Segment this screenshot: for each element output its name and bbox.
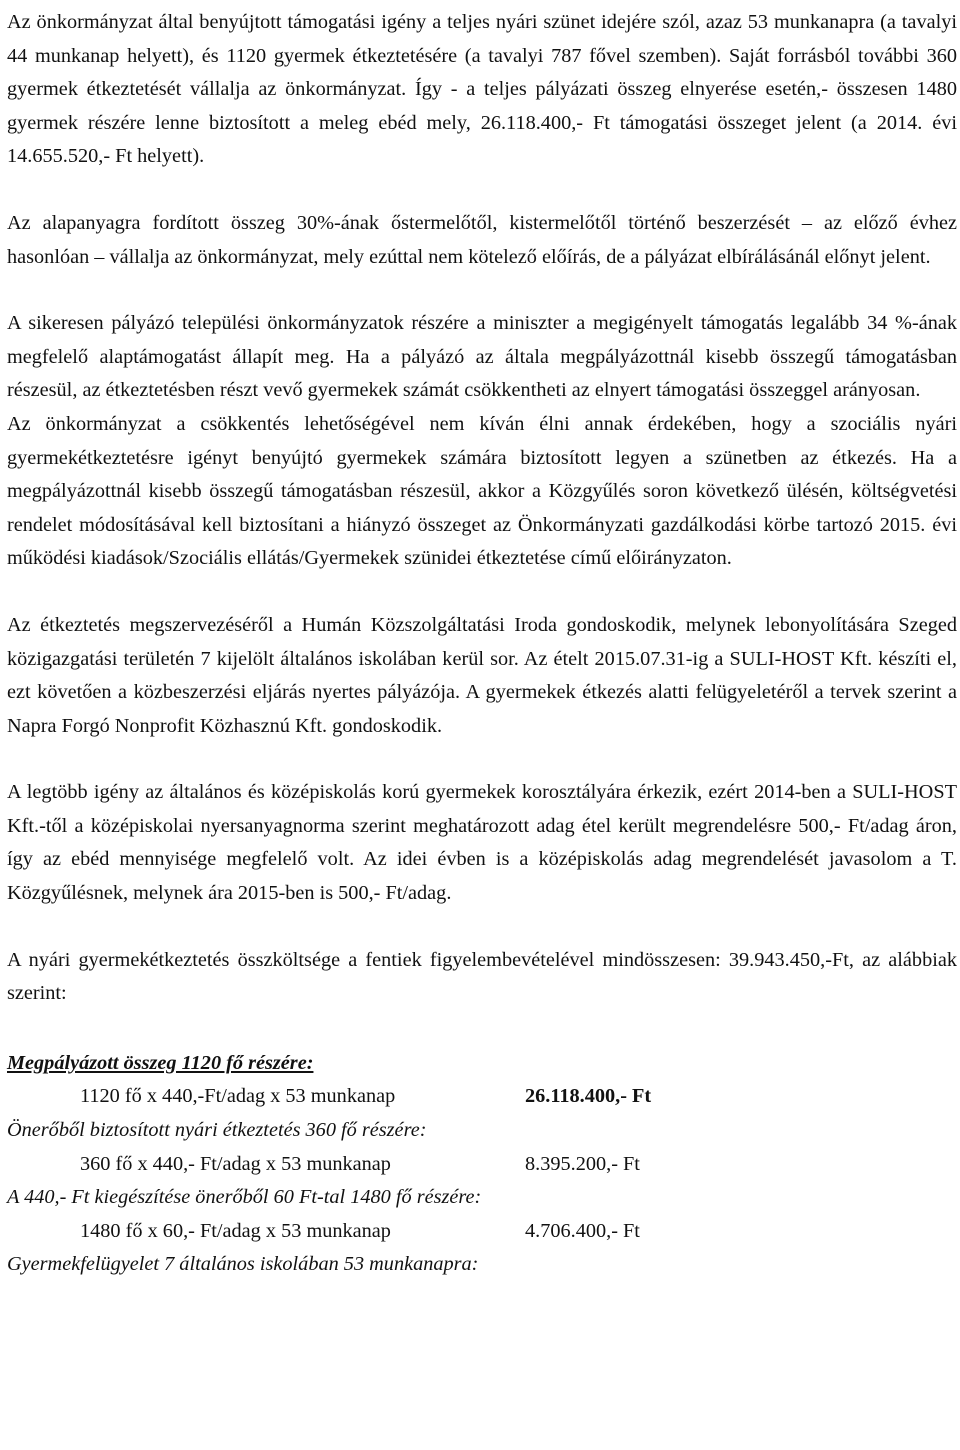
breakdown-row-own-funds — [7, 1148, 957, 1182]
paragraph-no-reduction: Az önkormányzat a csökkentés lehetőségével nem kíván élni annak érdekében, hogy a szociális nyári gyermekétkeztetésre igényt benyújtó gyermekek számára biztosított legyen a szünetben az étkezés. Ha a megpályázottnál kisebb összegű támogatásban részesül, akkor a Közgyűlés soron következő ülésén, költségvetési rendelet módosításával kell biztosítani a hiányzó összeget az Önkormányzati gazdálkodási körbe tartozó 2015. évi működési kiadások/Szociális ellátás/Gyermekek szünidei étkeztetése című előirányzaton. — [7, 412, 957, 570]
breakdown-row-supplement — [7, 1215, 957, 1249]
paragraph-organisation: Az étkeztetés megszervezéséről a Humán Közszolgáltatási Iroda gondoskodik, melynek lebonyolítására Szeged közigazgatási területén 7 kijelölt általános iskolában kerül sor. Az ételt 2015.07.31-ig a SULI-HOST Kft. készíti el, ezt követően a közbeszerzési eljárás nyertes pályázója. A gyermekek étkezés alatti felügyeletéről a tervek szerint a Napra Forgó Nonprofit Közhasznú Kft. gondoskodik. — [7, 613, 957, 737]
breakdown-subheading-supervision: Gyermekfelügyelet 7 általános iskolában 53 munkanapra: — [7, 1253, 479, 1276]
breakdown-heading: Megpályázott összeg 1120 fő részére: — [7, 1051, 314, 1074]
paragraph-total-cost: A nyári gyermekétkeztetés összköltsége a fentiek figyelembevételével mindösszesen: 39.943.450,-Ft, az alábbiak szerint: — [7, 948, 957, 1005]
paragraph-base-support: A sikeresen pályázó települési önkormányzatok részére a miniszter a megigényelt támogatás legalább 34 %-ának megfelelő alaptámogatást állapít meg. Ha a pályázó az általa megpályázottnál kisebb összegű támogatásban részesül, az étkeztetésben részt vevő gyermekek számát csökkentheti az elnyert támogatási összeggel arányosan. — [7, 312, 957, 402]
breakdown-subheading-own-funds: Önerőből biztosított nyári étkeztetés 360 fő részére: — [7, 1119, 427, 1142]
breakdown-subheading-supplement: A 440,- Ft kiegészítése önerőből 60 Ft-tal 1480 fő részére: — [7, 1186, 482, 1209]
paragraph-local-producers: Az alapanyagra fordított összeg 30%-ának őstermelőtől, kistermelőtől történő beszerzését – az előző évhez hasonlóan – vállalja az önkormányzat, mely ezúttal nem kötelező előírás, de a pályázat elbírálásánál előnyt jelent. — [7, 211, 957, 268]
paragraph-portion-price: A legtöbb igény az általános és középiskolás korú gyermekek korosztályára érkezik, ezért 2014-ben a SULI-HOST Kft.-től a középiskolai nyersanyagnorma szerint meghatározott adag étel került megrendelésre 500,- Ft/adag áron, így az ebéd mennyisége megfelelő volt. Az idei évben is a középiskolás adag megrendelését javasolom a T. Közgyűlésnek, melynek ára 2015-ben is 500,- Ft/adag. — [7, 781, 957, 905]
breakdown-expression: 360 fő x 440,- Ft/adag x 53 munkanap — [80, 1152, 391, 1175]
document-page — [7, 6, 957, 1282]
paragraph-support-request: Az önkormányzat által benyújtott támogatási igény a teljes nyári szünet idejére szól, azaz 53 munkanapra (a tavalyi 44 munkanap helyett), és 1120 gyermek étkeztetésére (a tavalyi 787 fővel szemben). Saját forrásból további 360 gyermek étkeztetését vállalja az önkormányzat. Így - a teljes pályázati összeg elnyerése esetén,- összesen 1480 gyermek részére lenne biztosított a meleg ebéd mely, 26.118.400,- Ft támogatási összeget jelent (a 2014. évi 14.655.520,- Ft helyett). — [7, 11, 957, 168]
breakdown-amount: 26.118.400,- Ft — [525, 1085, 652, 1108]
breakdown-amount: 4.706.400,- Ft — [525, 1219, 640, 1242]
breakdown-amount: 8.395.200,- Ft — [525, 1152, 640, 1175]
breakdown-expression: 1480 fő x 60,- Ft/adag x 53 munkanap — [80, 1219, 391, 1242]
breakdown-expression: 1120 fő x 440,-Ft/adag x 53 munkanap — [80, 1085, 396, 1108]
breakdown-row-applied — [7, 1080, 957, 1114]
